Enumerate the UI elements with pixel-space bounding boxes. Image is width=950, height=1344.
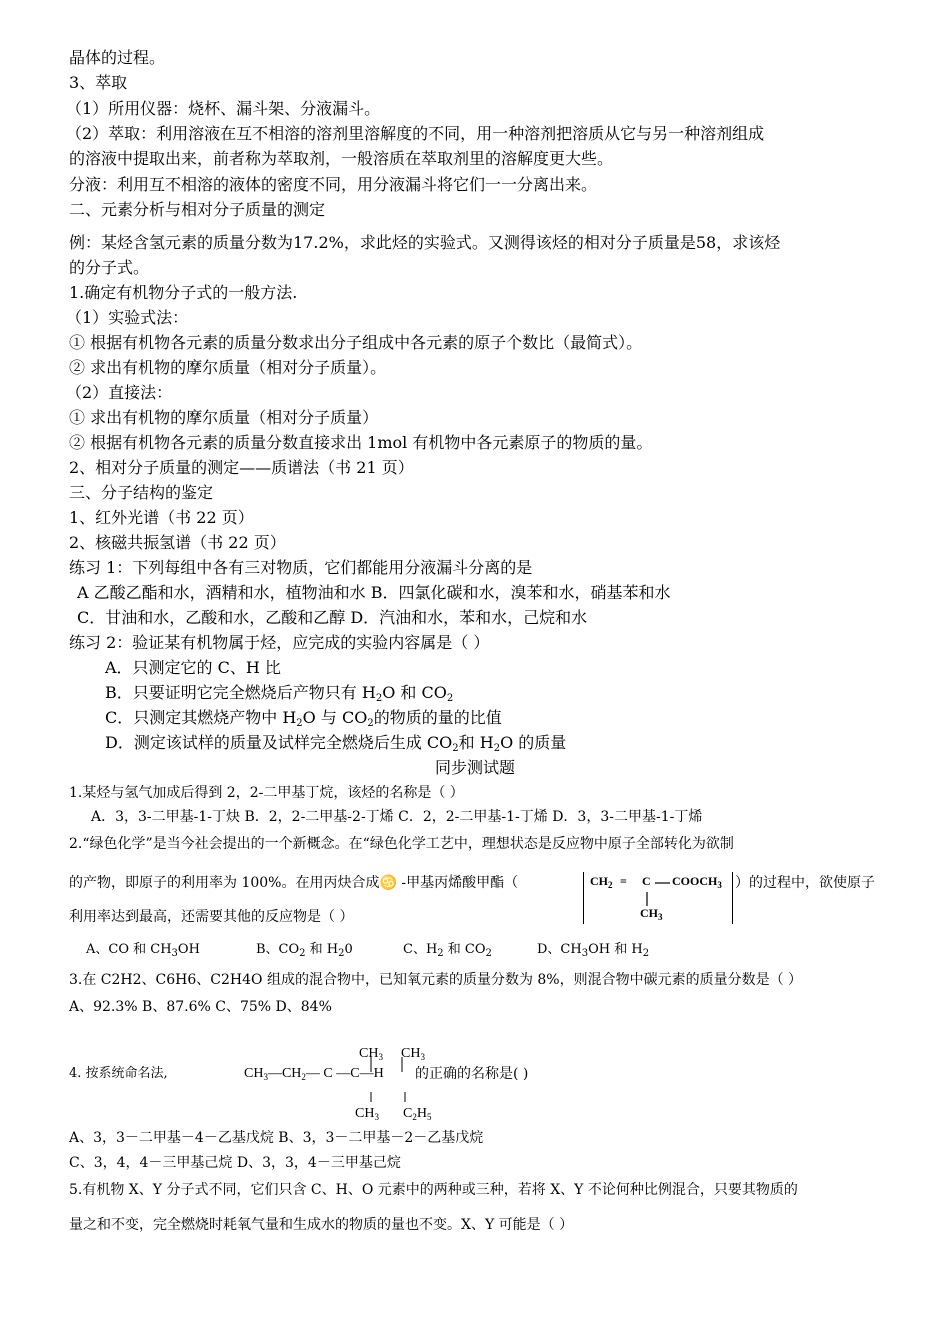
- text-line: 1、红外光谱（书 22 页）: [69, 508, 254, 527]
- question-2-option-c: C、$H_2$ 和 $CO_2$: [403, 942, 492, 959]
- structure-ch3: $CH_3$: [640, 906, 663, 922]
- text-line: （1）所用仪器：烧杯、漏斗架、分液漏斗。: [66, 99, 381, 118]
- exercise-stem: 练习 1：下列每组中各有三对物质，它们都能用分液漏斗分离的是: [69, 558, 533, 577]
- question-2-line-2-left: 的产物，即原子的利用率为 100%。在用丙炔合成♋ -甲基丙烯酸甲酯（: [69, 875, 519, 891]
- text-line: ② 根据有机物各元素的质量分数直接求出 1mol 有机物中各元素原子的物质的量。: [69, 433, 653, 452]
- text-line: （2）萃取：利用溶液在互不相溶的溶剂里溶解度的不同，用一种溶剂把溶质从它与另一种溶剂组成: [66, 124, 765, 143]
- text-line: （1）实验式法：: [66, 308, 189, 327]
- question-5-line-1: 5.有机物 X、Y 分子式不同，它们只含 C、H、O 元素中的两种或三种，若将 X、Y 不论何种比例混合，只要其物质的: [69, 1182, 798, 1198]
- section-heading: 3、萃取: [69, 73, 128, 92]
- text-line: 分液：利用互不相溶的液体的密度不同，用分液漏斗将它们一一分离出来。: [69, 175, 598, 194]
- question-2-line-1: 2.“绿色化学”是当今社会提出的一个新概念。在“绿色化学工艺中，理想状态是反应物中原子全部转化为欲制: [69, 836, 734, 852]
- question-3-stem: 3.在 C2H2、C6H6、C2H4O 组成的混合物中，已知氧元素的质量分数为 8%，则混合物中碳元素的质量分数是（ ）: [69, 972, 803, 988]
- question-1-stem: 1.某烃与氢气加成后得到 2，2-二甲基丁烷，该烃的名称是（ ）: [69, 785, 464, 801]
- exercise-option-b: B．只要证明它完全燃烧后产物只有 $H_2O$ 和 $CO_2$: [105, 683, 454, 704]
- text-line: 2、相对分子质量的测定——质谱法（书 21 页）: [69, 458, 414, 477]
- question-5-line-2: 量之和不变，完全燃烧时耗氧气量和生成水的物质的量也不变。X、Y 可能是（ ）: [69, 1217, 574, 1233]
- example-line: 例：某烃含氢元素的质量分数为17.2%，求此烃的实验式。又测得该烃的相对分子质量是58，求该烃: [69, 233, 781, 252]
- example-line: 的分子式。: [69, 258, 150, 277]
- text-line: 1.确定有机物分子式的一般方法.: [69, 283, 298, 302]
- text-line: ② 求出有机物的摩尔质量（相对分子质量）。: [69, 358, 387, 377]
- text-line: 的溶液中提取出来，前者称为萃取剂，一般溶质在萃取剂里的溶解度更大些。: [69, 149, 614, 168]
- question-4-structure: [240, 1042, 570, 1132]
- text-line: ① 根据有机物各元素的质量分数求出分子组成中各元素的原子个数比（最简式）。: [69, 333, 643, 352]
- structure-central-c: C: [642, 874, 651, 888]
- text-line: 晶体的过程。: [69, 48, 166, 67]
- question-4-stem-right: 的正确的名称是( ): [415, 1066, 529, 1082]
- structure-top-ch3-2: $CH_3$: [401, 1046, 425, 1062]
- question-2-option-a: A、CO 和 $CH_3OH$: [86, 942, 200, 959]
- text-line: （2）直接法：: [66, 383, 173, 402]
- text-line: ① 求出有机物的摩尔质量（相对分子质量）: [69, 408, 379, 427]
- exercise-options: A 乙酸乙酯和水，酒精和水，植物油和水 B．四氯化碳和水，溴苯和水，硝基苯和水: [77, 583, 671, 602]
- structure-main-chain: $CH_3—CH_2—$ C —C—H: [244, 1066, 384, 1082]
- section-heading: 三、分子结构的鉴定: [69, 483, 214, 502]
- question-2-line-3: 利用率达到最高，还需要其他的反应物是（ ）: [69, 909, 354, 925]
- exercise-option-d: D．测定该试样的质量及试样完全燃烧后生成 $CO_2$和 $H_2O$ 的质量: [105, 733, 567, 754]
- test-title: 同步测试题: [434, 758, 515, 777]
- text-line: 2、核磁共振氢谱（书 22 页）: [69, 533, 286, 552]
- structure-cooch3: $COOCH_3$: [672, 874, 722, 890]
- structure-ch2: $CH_2$: [590, 874, 613, 890]
- exercise-stem: 练习 2：验证某有机物属于烃，应完成的实验内容属是（ ）: [69, 633, 490, 652]
- question-2-line-2-right: ）的过程中，欲使原子: [735, 875, 875, 891]
- methyl-methacrylate-structure: [583, 872, 733, 924]
- structure-double-bond: =: [620, 874, 627, 888]
- section-heading: 二、元素分析与相对分子质量的测定: [69, 200, 326, 219]
- question-2-option-d: D、$CH_3OH$ 和 $H_2$: [537, 942, 650, 959]
- question-4-options-cd: C、3，4，4－三甲基己烷 D、3，3，4－三甲基己烷: [69, 1155, 401, 1171]
- structure-bottom-c2h5: $C_2H_5$: [403, 1106, 432, 1122]
- exercise-option-a: A．只测定它的 C、H 比: [105, 658, 281, 677]
- exercise-options: C．甘油和水，乙酸和水，乙酸和乙醇 D．汽油和水，苯和水，己烷和水: [77, 608, 588, 627]
- exercise-option-c: C．只测定其燃烧产物中 $H_2O$ 与 $CO_2$的物质的量的比值: [105, 708, 502, 729]
- question-3-options: A、92.3% B、87.6% C、75% D、84%: [69, 999, 332, 1015]
- question-4-options-ab: A、3，3－二甲基－4－乙基戊烷 B、3，3－二甲基－2－乙基戊烷: [69, 1130, 484, 1146]
- question-2-option-b: B、$CO_2$ 和 $H_20$: [256, 942, 353, 959]
- structure-top-ch3-1: $CH_3$: [359, 1046, 383, 1062]
- question-4-stem-left: 4. 按系统命名法,: [69, 1066, 168, 1081]
- structure-bottom-ch3: $CH_3$: [355, 1106, 379, 1122]
- question-1-options: A．3，3-二甲基-1-丁炔 B．2，2-二甲基-2-丁烯 C．2，2-二甲基-1-丁烯 D．3，3-二甲基-1-丁烯: [91, 809, 703, 825]
